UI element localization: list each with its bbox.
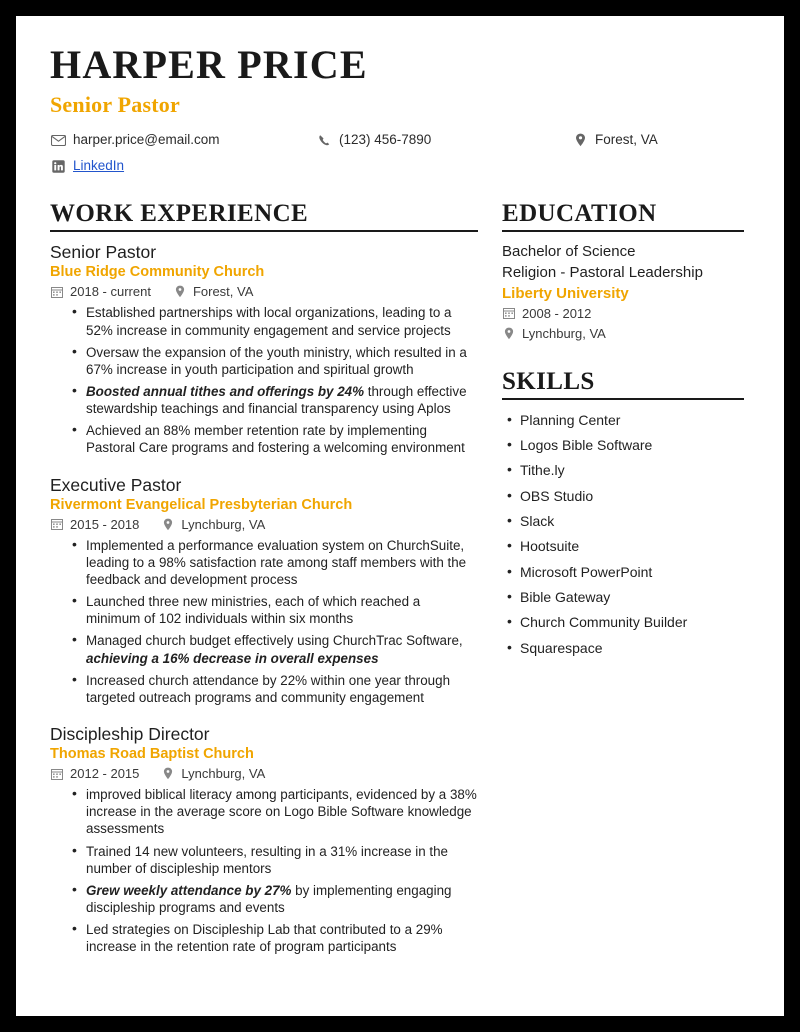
phone-icon <box>316 134 332 147</box>
job-location <box>173 284 253 299</box>
linkedin-icon <box>50 160 66 173</box>
job-bullets <box>50 304 478 456</box>
contact-location <box>572 132 658 148</box>
section-divider-work <box>50 230 478 232</box>
bullet-emphasis: achieving a 16% decrease in overall expenses <box>86 650 379 666</box>
list-item: • Hootsuite <box>520 536 744 556</box>
contact-row-primary <box>50 132 750 156</box>
education-dates-text: 2008 - 2012 <box>522 305 592 321</box>
resume-page <box>16 16 784 1016</box>
column-left <box>50 200 502 973</box>
bullet-text: Led strategies on Discipleship Lab that contributed to a 29% increase in the retention rate of program participants <box>86 922 443 955</box>
list-item: • Bible Gateway <box>520 587 744 607</box>
work-experience-item <box>50 475 478 706</box>
job-dates <box>50 284 151 299</box>
calendar-icon <box>502 307 516 319</box>
job-dates-text: 2012 - 2015 <box>70 766 140 782</box>
list-item <box>86 882 478 916</box>
education-location-row <box>502 326 744 341</box>
job-meta <box>50 517 478 532</box>
education-dates-row <box>502 306 744 321</box>
bullet-text: Implemented a performance evaluation system on ChurchSuite, leading to a 98% satisfaction rate among staff members with the feedback and development process <box>86 537 467 587</box>
list-item: • Slack <box>520 511 744 531</box>
location-pin-icon <box>572 133 588 147</box>
calendar-icon <box>50 518 64 530</box>
contact-row-secondary <box>50 158 750 182</box>
contact-email-text: harper.price@email.com <box>73 132 220 147</box>
location-pin-icon <box>161 767 175 780</box>
job-dates <box>50 766 139 781</box>
list-item: • Church Community Builder <box>520 612 744 632</box>
job-dates-text: 2015 - 2018 <box>70 516 140 532</box>
job-organization: Thomas Road Baptist Church <box>50 746 254 763</box>
list-item: • Tithe.ly <box>520 460 744 480</box>
list-item <box>86 672 478 706</box>
section-title-skills: SKILLS <box>502 367 595 395</box>
job-role: Senior Pastor <box>50 242 157 263</box>
contact-linkedin[interactable] <box>50 158 124 174</box>
bullet-text: Achieved an 88% member retention rate by implementing Pastoral Care programs and fostering a welcoming environment <box>86 423 465 456</box>
education-location <box>502 326 606 341</box>
job-bullets <box>50 537 478 706</box>
list-item <box>86 422 478 456</box>
contact-phone-text: (123) 456-7890 <box>339 132 432 147</box>
contact-phone <box>316 132 546 148</box>
list-item <box>86 383 478 417</box>
location-pin-icon <box>173 285 187 298</box>
bullet-text: Established partnerships with local organizations, leading to a 52% increase in community engagement and service projects <box>86 305 452 338</box>
education-field: Religion - Pastoral Leadership <box>502 263 703 281</box>
list-item <box>86 843 478 877</box>
education-degree: Bachelor of Science <box>502 243 636 261</box>
job-dates-text: 2018 - current <box>70 284 151 300</box>
envelope-icon <box>50 135 66 146</box>
bullet-text: improved biblical literacy among participants, evidenced by a 38% increase in the average score on Logo Bible Software knowledge assessments <box>86 787 477 837</box>
bullet-text: Launched three new ministries, each of which reached a minimum of 102 individuals within six months <box>86 594 421 627</box>
job-role: Executive Pastor <box>50 474 182 495</box>
column-right <box>502 200 744 973</box>
contact-location-text: Forest, VA <box>595 132 658 147</box>
bullet-emphasis: Boosted annual tithes and offerings by 24% <box>86 384 365 399</box>
education-dates <box>502 306 591 321</box>
list-item: • Logos Bible Software <box>520 435 744 455</box>
location-pin-icon <box>161 518 175 531</box>
job-role: Discipleship Director <box>50 724 210 745</box>
job-meta <box>50 284 478 299</box>
job-meta <box>50 766 478 781</box>
section-divider-skills <box>502 398 744 400</box>
bullet-text: Managed church budget effectively using ChurchTrac Software, <box>86 633 463 649</box>
resume-body <box>50 200 750 973</box>
list-item <box>86 786 478 837</box>
resume-header <box>50 44 750 182</box>
list-item <box>86 304 478 338</box>
work-experience-item <box>50 724 478 955</box>
list-item: • Microsoft PowerPoint <box>520 562 744 582</box>
section-title-education: EDUCATION <box>502 200 657 228</box>
education-school: Liberty University <box>502 284 629 302</box>
job-location <box>161 766 265 781</box>
bullet-emphasis: Grew weekly attendance by 27% <box>86 882 292 898</box>
calendar-icon <box>50 286 64 298</box>
list-item <box>86 632 478 666</box>
list-item <box>86 593 478 627</box>
location-pin-icon <box>502 327 516 340</box>
job-location-text: Lynchburg, VA <box>181 766 266 782</box>
spacer <box>502 346 744 368</box>
skills-list <box>502 410 744 658</box>
job-bullets <box>50 786 478 955</box>
bullet-text: by implementing engaging discipleship programs and events <box>86 882 452 915</box>
bullet-text: through effective stewardship teachings and financial transparency using Aplos <box>86 384 467 417</box>
bullet-text: Increased church attendance by 22% within one year through targeted outreach programs and community engagement <box>86 672 451 705</box>
header-job-title: Senior Pastor <box>50 92 180 117</box>
section-divider-education <box>502 230 744 232</box>
contact-email <box>50 132 290 148</box>
list-item <box>86 537 478 588</box>
bullet-text: Trained 14 new volunteers, resulting in a 31% increase in the number of discipleship mentors <box>86 843 449 876</box>
list-item <box>86 921 478 955</box>
job-location <box>161 517 265 532</box>
list-item: • OBS Studio <box>520 486 744 506</box>
list-item <box>86 344 478 378</box>
job-organization: Rivermont Evangelical Presbyterian Church <box>50 496 353 513</box>
bullet-text: Oversaw the expansion of the youth ministry, which resulted in a 67% increase in youth participation and spiritual growth <box>86 344 467 377</box>
education-item <box>502 242 744 341</box>
calendar-icon <box>50 768 64 780</box>
section-title-work-experience: WORK EXPERIENCE <box>50 200 309 228</box>
page-title: HARPER PRICE <box>50 42 368 87</box>
education-location-text: Lynchburg, VA <box>522 325 606 341</box>
job-dates <box>50 517 139 532</box>
list-item: • Planning Center <box>520 410 744 430</box>
contact-linkedin-link[interactable]: LinkedIn <box>73 158 125 174</box>
job-location-text: Forest, VA <box>192 284 254 300</box>
job-location-text: Lynchburg, VA <box>181 516 266 532</box>
job-organization: Blue Ridge Community Church <box>50 264 265 281</box>
list-item: • Squarespace <box>520 638 744 658</box>
work-experience-item <box>50 242 478 456</box>
